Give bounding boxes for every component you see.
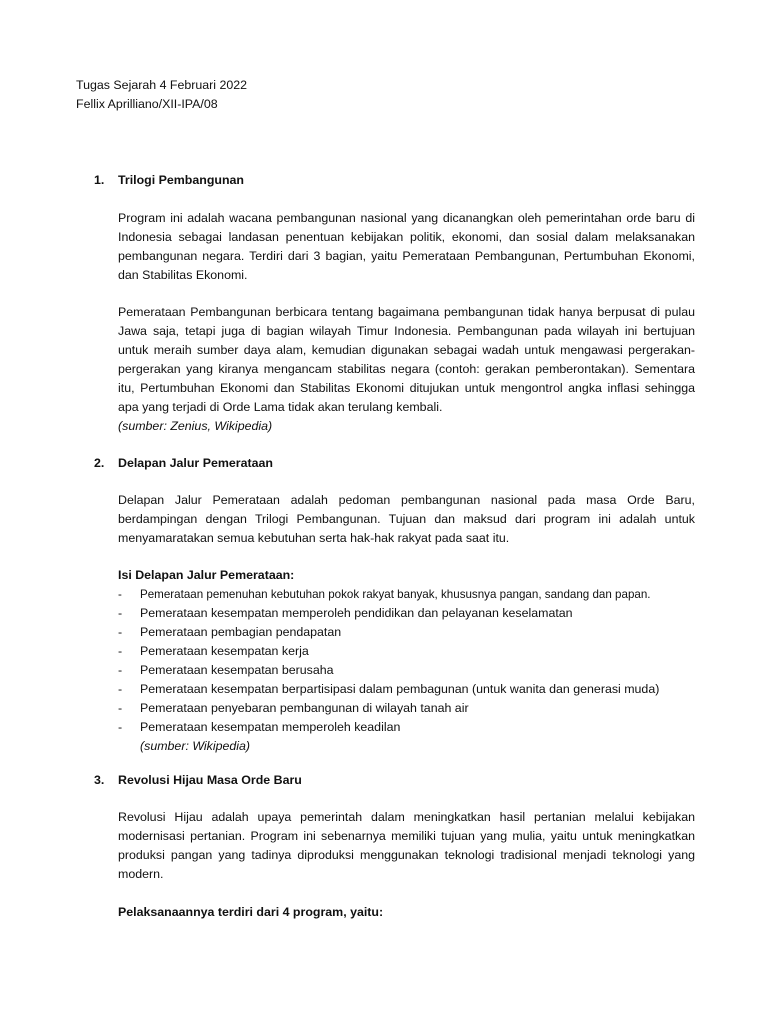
section-3-body (118, 808, 695, 884)
list-item-text: Pemerataan kesempatan berusaha (140, 663, 334, 677)
list-item (118, 585, 695, 604)
list-bullet: - (118, 625, 123, 639)
section-2-title: Delapan Jalur Pemerataan (118, 456, 273, 470)
list-item-text: Pemerataan penyebaran pembangunan di wilayah tanah air (140, 701, 469, 715)
list-bullet: - (118, 663, 123, 677)
section-2-body (118, 491, 695, 548)
list-item (118, 604, 695, 623)
assignment-title: Tugas Sejarah 4 Februari 2022 (76, 78, 248, 92)
list-bullet: - (118, 644, 123, 658)
section-3-program-intro: Pelaksanaannya terdiri dari 4 program, yaitu: (118, 905, 384, 919)
list-item (118, 642, 695, 661)
section-2-list-block (118, 566, 695, 756)
section-1-body (118, 209, 695, 285)
document-header (76, 76, 247, 114)
list-item (118, 699, 695, 718)
section-1-number: 1. (94, 173, 105, 187)
section-1-paragraph: Program ini adalah wacana pembangunan nasional yang dicanangkan oleh pemerintahan orde baru di Indonesia sebagai landasan penentuan kebijakan politik, ekonomi, dan sosial dalam melaksanakan pembangunan negara. Terdiri dari 3 bagian, yaitu Pemerataan Pembangunan, Pertumbuhan Ekonomi, dan Stabilitas Ekonomi. (118, 211, 695, 282)
section-3-body-2 (118, 903, 695, 922)
list-bullet: - (118, 682, 123, 696)
list-item-text: Pemerataan kesempatan memperoleh pendidikan dan pelayanan keselamatan (140, 606, 573, 620)
section-2-source: (sumber: Wikipedia) (140, 739, 251, 753)
section-2-number: 2. (94, 456, 105, 470)
list-item (118, 718, 695, 737)
section-3-heading (94, 771, 302, 790)
section-1-source: (sumber: Zenius, Wikipedia) (118, 419, 273, 433)
section-2-list-title: Isi Delapan Jalur Pemerataan: (118, 568, 295, 582)
section-3-number: 3. (94, 773, 105, 787)
section-2-heading (94, 454, 273, 473)
student-identity: Fellix Aprilliano/XII-IPA/08 (76, 97, 218, 111)
pemerataan-list (118, 585, 695, 737)
list-item-text: Pemerataan kesempatan kerja (140, 644, 309, 658)
section-3-paragraph: Revolusi Hijau adalah upaya pemerintah dalam meningkatkan hasil pertanian melalui kebijakan modernisasi pertanian. Program ini sebenarnya memiliki tujuan yang mulia, yaitu untuk meningkatkan produksi pangan yang tadinya diproduksi menggunakan teknologi tradisional menjadi teknologi yang modern. (118, 810, 695, 881)
list-item-text: Pemerataan kesempatan memperoleh keadilan (140, 720, 401, 734)
section-1-heading (94, 171, 244, 190)
section-3-title: Revolusi Hijau Masa Orde Baru (118, 773, 302, 787)
list-bullet: - (118, 720, 123, 734)
section-1-body-2 (118, 303, 695, 436)
section-1-title: Trilogi Pembangunan (118, 173, 244, 187)
list-item (118, 680, 695, 699)
list-item-text: Pemerataan pembagian pendapatan (140, 625, 342, 639)
list-bullet: - (118, 588, 122, 601)
section-2-paragraph: Delapan Jalur Pemerataan adalah pedoman pembangunan nasional pada masa Orde Baru, berdampingan dengan Trilogi Pembangunan. Tujuan dan maksud dari program ini adalah untuk menyamaratakan semua kebutuhan serta hak-hak rakyat pada saat itu. (118, 493, 695, 545)
list-item-text: Pemerataan kesempatan berpartisipasi dalam pembagunan (untuk wanita dan generasi muda) (140, 682, 660, 696)
section-1-paragraph: Pemerataan Pembangunan berbicara tentang bagaimana pembangunan tidak hanya berpusat di pulau Jawa saja, tetapi juga di bagian wilayah Timur Indonesia. Pembangunan pada wilayah ini bertujuan untuk meraih sumber daya alam, kemudian digunakan sebagai wadah untuk mengawasi pergerakan-pergerakan yang kiranya mengancam stabilitas negara (contoh: gerakan pemberontakan). Sementara itu, Pertumbuhan Ekonomi dan Stabilitas Ekonomi ditujukan untuk mengontrol angka inflasi sehingga apa yang terjadi di Orde Lama tidak akan terulang kembali. (118, 305, 695, 414)
list-item (118, 661, 695, 680)
list-item-text: Pemerataan pemenuhan kebutuhan pokok rakyat banyak, khususnya pangan, sandang dan papan. (140, 588, 651, 601)
list-bullet: - (118, 701, 123, 715)
list-item (118, 623, 695, 642)
list-bullet: - (118, 606, 123, 620)
